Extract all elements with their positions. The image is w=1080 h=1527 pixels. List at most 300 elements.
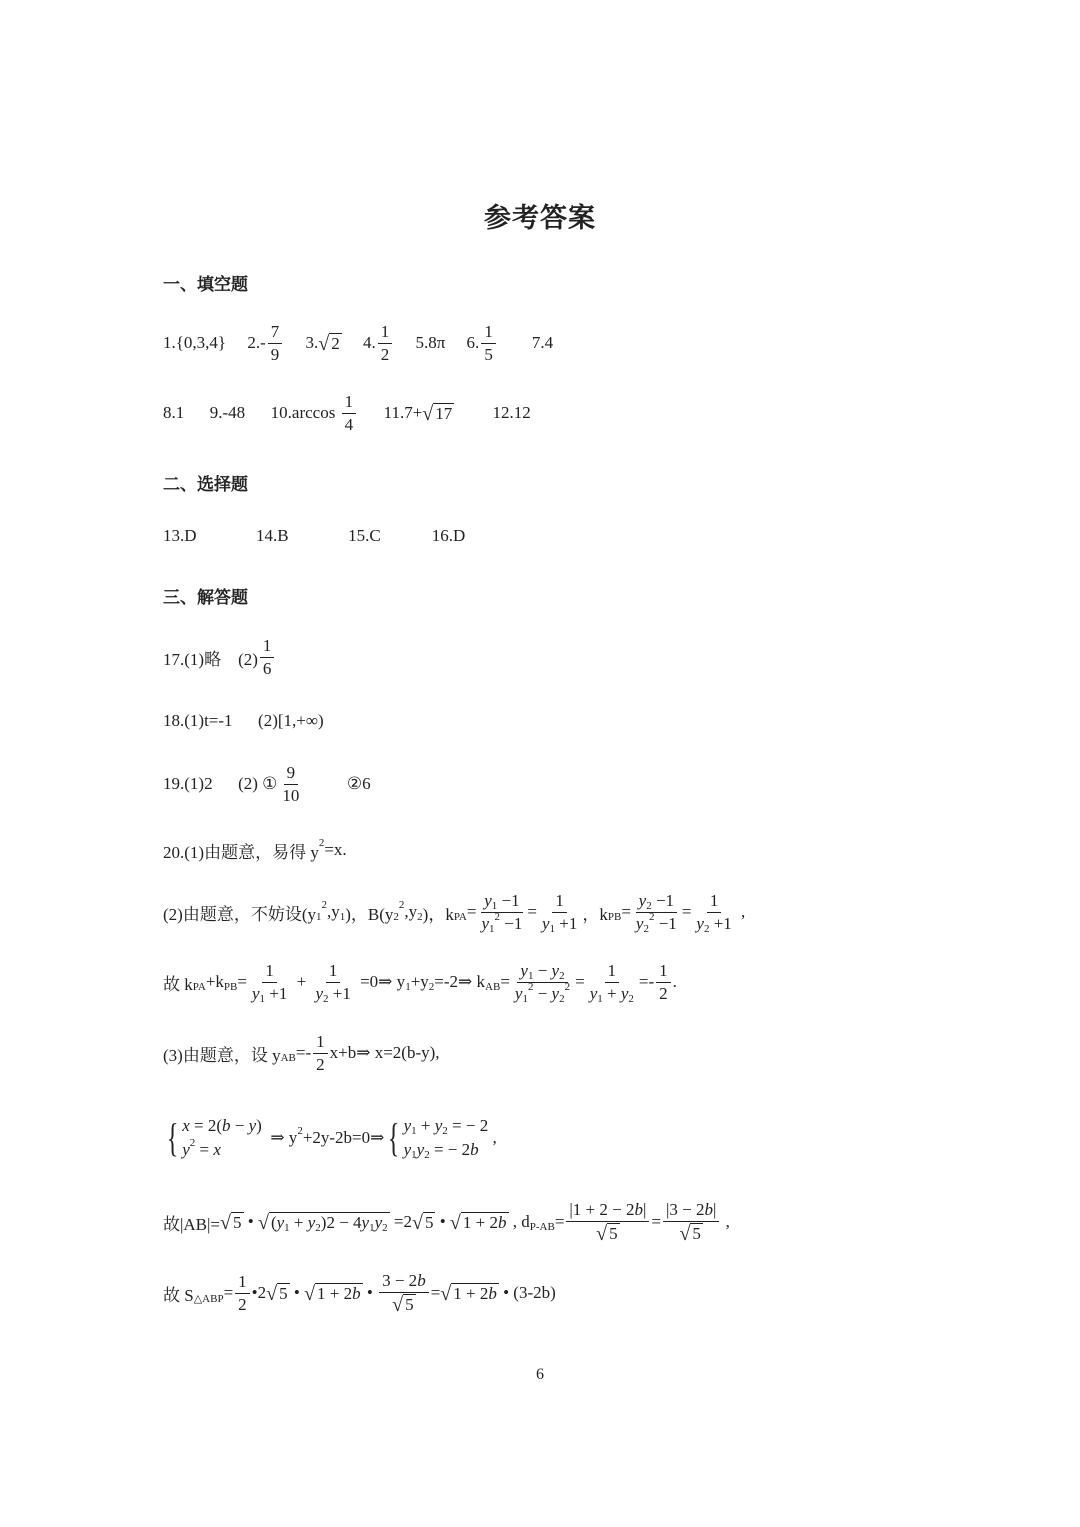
subscript: AB bbox=[280, 1052, 296, 1064]
subscript: 1 bbox=[549, 922, 556, 935]
text-run: 1 bbox=[265, 960, 274, 980]
text-run: , bbox=[721, 1212, 730, 1231]
math-variable: y bbox=[361, 1212, 370, 1232]
math-variable: y bbox=[541, 913, 550, 933]
square-root bbox=[304, 1283, 363, 1304]
numerator bbox=[313, 1032, 328, 1054]
superscript: 2 bbox=[527, 980, 534, 993]
answer-line bbox=[163, 820, 347, 880]
radical-sign: √ bbox=[440, 1282, 452, 1305]
answer-line bbox=[163, 754, 371, 814]
denominator bbox=[481, 344, 496, 365]
text-run: x+b⇒ x=2(b-y), bbox=[329, 1043, 440, 1062]
square-root bbox=[450, 1212, 509, 1233]
fraction bbox=[279, 763, 302, 806]
text-run: ) bbox=[256, 1116, 262, 1135]
radical-sign: √ bbox=[679, 1223, 691, 1245]
numerator bbox=[605, 961, 620, 983]
radicand bbox=[315, 1283, 363, 1304]
text-run: 5 bbox=[405, 1295, 414, 1314]
radical-sign: √ bbox=[449, 1211, 461, 1234]
equation-system bbox=[384, 1116, 488, 1160]
math-variable: y bbox=[520, 960, 528, 980]
text-run: • bbox=[243, 1212, 258, 1231]
subscript: P-AB bbox=[529, 1221, 555, 1233]
fraction bbox=[693, 891, 734, 934]
math-variable: y bbox=[481, 913, 490, 933]
superscript: 2 bbox=[398, 899, 405, 911]
text-run: • bbox=[362, 1283, 378, 1302]
text-run: 1 + 2 bbox=[462, 1212, 498, 1232]
text-run: 1 bbox=[316, 1031, 325, 1051]
text-run: 故|AB|= bbox=[163, 1214, 221, 1234]
text-run: 5.8π 6. bbox=[394, 333, 480, 352]
text-run: = bbox=[237, 972, 247, 991]
denominator bbox=[312, 983, 353, 1004]
text-run: 9 bbox=[270, 344, 280, 364]
subscript: 2 bbox=[315, 1221, 321, 1234]
subscript: PB bbox=[223, 981, 238, 993]
text-run: 3. bbox=[284, 333, 319, 352]
text-run: • bbox=[435, 1212, 450, 1231]
denominator bbox=[279, 785, 302, 806]
subscript: 2 bbox=[428, 981, 435, 993]
math-variable: y bbox=[589, 983, 598, 1003]
text-run: 4. bbox=[341, 333, 376, 352]
fraction bbox=[342, 392, 357, 435]
section-heading-solutions: 三、解答题 bbox=[163, 588, 248, 607]
square-root bbox=[392, 1294, 415, 1315]
fraction bbox=[656, 961, 671, 1004]
denominator bbox=[676, 1222, 705, 1244]
fraction bbox=[379, 1271, 429, 1315]
subscript: 2 bbox=[382, 1221, 388, 1234]
numerator bbox=[379, 1271, 429, 1293]
math-variable: y bbox=[307, 1212, 316, 1232]
radical-sign: √ bbox=[257, 1211, 269, 1234]
denominator bbox=[656, 983, 671, 1004]
math-variable: y bbox=[484, 890, 492, 910]
text-run: 5 bbox=[424, 1212, 434, 1232]
square-root bbox=[596, 1223, 619, 1244]
text-run: =- bbox=[295, 1043, 312, 1062]
subscript: 1 bbox=[489, 922, 495, 935]
square-root bbox=[220, 1212, 243, 1233]
text-run: ,y bbox=[326, 902, 340, 921]
math-variable: y bbox=[403, 1140, 412, 1159]
math-variable: b bbox=[488, 1283, 497, 1303]
text-run: 3 − 2 bbox=[382, 1271, 418, 1290]
text-run: 1.{0,3,4} 2.- bbox=[163, 333, 266, 352]
radicand bbox=[607, 1223, 620, 1244]
text-run: = bbox=[430, 1283, 441, 1302]
radical-sign: √ bbox=[304, 1282, 316, 1305]
text-run: 4 bbox=[344, 414, 354, 434]
denominator bbox=[587, 983, 637, 1004]
text-run: 2 bbox=[331, 333, 340, 353]
math-variable: y bbox=[276, 1212, 285, 1232]
subscript: PB bbox=[607, 911, 622, 923]
math-variable: y bbox=[251, 983, 260, 1003]
fraction bbox=[481, 322, 496, 365]
square-root bbox=[266, 1283, 289, 1304]
text-run: = bbox=[195, 1140, 214, 1159]
text-run: 1 bbox=[555, 890, 564, 910]
text-run: = bbox=[527, 902, 537, 921]
text-run: = bbox=[554, 1212, 565, 1231]
text-run: −1 bbox=[500, 913, 523, 933]
numerator bbox=[342, 392, 357, 414]
subscript: 1 bbox=[369, 1221, 375, 1234]
subscript: 2 bbox=[393, 911, 399, 923]
numerator bbox=[235, 1272, 250, 1294]
text-run: 1 bbox=[328, 960, 338, 980]
text-run: + bbox=[289, 1212, 308, 1232]
denominator bbox=[342, 414, 357, 435]
radical-sign: √ bbox=[596, 1223, 608, 1245]
square-root bbox=[679, 1223, 702, 1244]
fraction bbox=[539, 891, 580, 934]
fraction bbox=[478, 891, 525, 934]
numerator bbox=[481, 322, 496, 344]
denominator bbox=[478, 910, 525, 935]
text-run: 1 bbox=[709, 890, 719, 910]
text-run: 19.(1)2 (2) ① bbox=[163, 774, 278, 793]
subscript: 1 bbox=[284, 1221, 290, 1234]
text-run: + bbox=[602, 983, 621, 1003]
system-row bbox=[182, 1137, 262, 1160]
text-run: +k bbox=[205, 972, 224, 991]
numerator bbox=[378, 322, 393, 344]
math-variable: x bbox=[182, 1116, 190, 1135]
text-run: 18.(1)t=-1 (2)[1,+∞) bbox=[163, 711, 324, 730]
answer-line bbox=[163, 1108, 497, 1168]
system-row bbox=[404, 1140, 489, 1160]
text-run: −1 bbox=[651, 890, 675, 910]
subscript: 1 bbox=[527, 969, 534, 982]
radical-sign: √ bbox=[422, 402, 434, 425]
numerator bbox=[326, 961, 341, 983]
text-run: 1 bbox=[659, 960, 668, 980]
text-run: + bbox=[292, 972, 311, 991]
math-variable: b bbox=[352, 1283, 361, 1303]
numerator bbox=[707, 891, 722, 913]
system-rows bbox=[182, 1116, 262, 1160]
numerator bbox=[268, 322, 283, 344]
system-row bbox=[182, 1116, 262, 1136]
fraction bbox=[235, 1272, 250, 1315]
text-run: (3)由题意，设 y bbox=[163, 1045, 281, 1065]
numerator bbox=[552, 891, 567, 913]
denominator bbox=[593, 1222, 622, 1244]
denominator bbox=[235, 1294, 250, 1315]
math-variable: y bbox=[696, 913, 704, 933]
text-run: +1 bbox=[709, 913, 732, 933]
math-variable: b bbox=[704, 1200, 713, 1219]
fraction bbox=[587, 961, 637, 1004]
answer-line bbox=[163, 691, 324, 751]
section-heading-fill-in: 一、填空题 bbox=[163, 275, 248, 294]
text-run: =- bbox=[638, 972, 655, 991]
text-run: =-2⇒ k bbox=[434, 972, 486, 991]
square-root bbox=[318, 333, 341, 354]
left-brace: { bbox=[388, 1115, 400, 1160]
subscript: 1 bbox=[259, 992, 266, 1005]
radical-sign: √ bbox=[266, 1282, 278, 1305]
subscript: AB bbox=[485, 981, 501, 993]
subscript: 2 bbox=[323, 992, 329, 1005]
text-run: =2 bbox=[389, 1212, 412, 1231]
math-variable: y bbox=[416, 1140, 425, 1159]
system-row bbox=[404, 1116, 489, 1136]
text-run: |3 − 2 bbox=[665, 1200, 705, 1219]
superscript: 2 bbox=[494, 910, 501, 923]
text-run: • (3-2b) bbox=[498, 1283, 556, 1302]
radicand bbox=[433, 403, 454, 424]
denominator bbox=[268, 344, 283, 365]
denominator bbox=[249, 983, 290, 1004]
subscript: 2 bbox=[424, 1149, 430, 1161]
subscript: 2 bbox=[559, 992, 565, 1005]
text-run: )2 − 4 bbox=[320, 1212, 362, 1232]
answer-line bbox=[163, 627, 276, 687]
text-run: 17 bbox=[435, 403, 453, 423]
text-run: 5 bbox=[692, 1224, 701, 1243]
text-run: =x. bbox=[324, 840, 347, 859]
text-run: +y bbox=[410, 972, 429, 991]
text-run: ⇒ y bbox=[261, 1128, 298, 1147]
radicand bbox=[451, 1283, 499, 1304]
numerator bbox=[656, 961, 671, 983]
answer-line bbox=[163, 952, 677, 1012]
text-run: 1 bbox=[238, 1271, 247, 1291]
fraction bbox=[260, 636, 275, 679]
numerator bbox=[284, 763, 299, 785]
text-run: | bbox=[642, 1200, 647, 1219]
text-run: 9 bbox=[286, 762, 296, 782]
fraction bbox=[663, 1200, 719, 1244]
subscript: 1 bbox=[339, 911, 346, 923]
text-run: = − 2 bbox=[429, 1140, 471, 1159]
square-root bbox=[412, 1212, 435, 1233]
math-variable: y bbox=[315, 983, 323, 1003]
superscript: 2 bbox=[648, 910, 655, 923]
math-variable: y bbox=[620, 983, 629, 1003]
numerator bbox=[566, 1200, 649, 1222]
subscript: 1 bbox=[411, 1125, 417, 1137]
answer-line bbox=[163, 313, 553, 373]
text-run: 5 bbox=[233, 1212, 242, 1232]
text-run: = bbox=[681, 902, 692, 921]
math-variable: b bbox=[470, 1140, 479, 1159]
numerator bbox=[260, 636, 275, 658]
radicand bbox=[690, 1223, 703, 1244]
text-run: |1 + 2 − 2 bbox=[569, 1200, 635, 1219]
fraction bbox=[512, 961, 573, 1004]
text-run: )，k bbox=[422, 904, 454, 924]
text-run: 2 bbox=[238, 1294, 247, 1314]
fraction bbox=[378, 322, 393, 365]
text-run: 10 bbox=[282, 785, 300, 805]
numerator bbox=[517, 961, 567, 983]
math-variable: y bbox=[514, 983, 523, 1003]
text-run: , d bbox=[508, 1212, 530, 1231]
text-run: = bbox=[223, 1283, 234, 1302]
text-run: 1 bbox=[380, 321, 390, 341]
denominator bbox=[313, 1054, 328, 1075]
text-run: = bbox=[500, 972, 510, 991]
radical-sign: √ bbox=[318, 332, 330, 355]
math-variable: y bbox=[182, 1140, 190, 1159]
page-number: 6 bbox=[536, 1366, 544, 1383]
math-variable: y bbox=[638, 890, 647, 910]
text-run: 11.7+ bbox=[358, 403, 423, 422]
radicand bbox=[423, 1212, 436, 1233]
math-variable: b bbox=[498, 1212, 507, 1232]
subscript: 2 bbox=[559, 969, 565, 982]
fraction bbox=[312, 961, 353, 1004]
square-root bbox=[440, 1283, 499, 1304]
subscript: 1 bbox=[522, 992, 528, 1005]
text-run: 5 bbox=[279, 1283, 288, 1303]
math-variable: b bbox=[634, 1200, 643, 1219]
superscript: 2 bbox=[189, 1137, 196, 1149]
text-run: 17.(1)略 (2) bbox=[163, 649, 258, 669]
math-variable: y bbox=[248, 1116, 257, 1135]
radicand bbox=[329, 333, 342, 354]
subscript: 1 bbox=[315, 911, 322, 923]
radical-sign: √ bbox=[392, 1294, 404, 1316]
subscript: 1 bbox=[411, 1149, 417, 1161]
text-run: 1 bbox=[484, 321, 493, 341]
text-run: 6 bbox=[262, 658, 272, 678]
answer-line bbox=[163, 506, 465, 566]
fraction bbox=[566, 1200, 649, 1244]
radicand bbox=[269, 1212, 390, 1233]
text-run: •2 bbox=[251, 1283, 267, 1302]
text-run: • bbox=[289, 1283, 305, 1302]
math-variable: y bbox=[374, 1212, 383, 1232]
subscript: 1 bbox=[597, 992, 603, 1005]
denominator bbox=[260, 658, 275, 679]
text-run: ,y bbox=[404, 902, 418, 921]
text-run: 8.1 9.-48 10.arccos bbox=[163, 403, 340, 422]
answer-line bbox=[163, 1192, 730, 1252]
math-variable: x bbox=[213, 1140, 221, 1159]
text-run: 1 + 2 bbox=[453, 1283, 489, 1303]
subscript: 2 bbox=[646, 899, 652, 912]
answer-line bbox=[163, 882, 745, 942]
text-run: + bbox=[416, 1116, 435, 1135]
section-heading-multiple-choice: 二、选择题 bbox=[163, 475, 248, 494]
text-run: =0⇒ y bbox=[355, 972, 406, 991]
math-variable: y bbox=[551, 983, 560, 1003]
answer-line bbox=[163, 383, 531, 443]
text-run: = bbox=[621, 902, 631, 921]
text-run: 13.D 14.B 15.C 16.D bbox=[163, 526, 466, 545]
math-variable: y bbox=[635, 913, 644, 933]
subscript: 1 bbox=[491, 899, 498, 912]
text-run: 12.12 bbox=[454, 403, 531, 422]
page-title: 参考答案 bbox=[484, 203, 596, 233]
denominator bbox=[512, 980, 573, 1005]
math-variable: y bbox=[434, 1116, 443, 1135]
equation-system bbox=[163, 1116, 262, 1160]
superscript: 2 bbox=[297, 1125, 303, 1137]
text-run: − bbox=[533, 960, 552, 980]
answer-line bbox=[163, 1263, 556, 1323]
text-run: 1 bbox=[607, 960, 617, 980]
denominator bbox=[539, 913, 580, 934]
text-run: −1 bbox=[497, 890, 520, 910]
subscript: 2 bbox=[628, 992, 634, 1005]
text-run: 1 bbox=[262, 635, 272, 655]
system-rows bbox=[404, 1116, 489, 1160]
text-run: = − 2 bbox=[447, 1116, 489, 1135]
numerator bbox=[663, 1200, 719, 1222]
radicand bbox=[231, 1212, 244, 1233]
text-run: ，k bbox=[582, 904, 608, 924]
radicand bbox=[277, 1283, 290, 1304]
text-run: 2 bbox=[659, 983, 668, 1003]
text-run: +1 bbox=[265, 983, 288, 1003]
math-variable: b bbox=[222, 1116, 231, 1135]
fraction bbox=[268, 322, 283, 365]
subscript: △ABP bbox=[193, 1292, 224, 1305]
left-brace: { bbox=[166, 1115, 179, 1160]
text-run: = 2( bbox=[189, 1116, 222, 1135]
superscript: 2 bbox=[564, 980, 571, 993]
subscript: 2 bbox=[703, 922, 710, 935]
radicand bbox=[403, 1294, 416, 1315]
subscript: 2 bbox=[643, 922, 649, 935]
math-variable: y bbox=[551, 960, 560, 980]
radical-sign: √ bbox=[411, 1211, 423, 1234]
math-variable: b bbox=[417, 1271, 426, 1290]
text-run: 2 bbox=[380, 344, 390, 364]
text-run: | bbox=[712, 1200, 717, 1219]
radicand bbox=[461, 1212, 509, 1233]
text-run: 故 k bbox=[163, 974, 193, 994]
text-run: = bbox=[651, 1212, 661, 1231]
denominator bbox=[378, 344, 393, 365]
math-variable: y bbox=[403, 1116, 412, 1135]
text-run: , bbox=[736, 902, 746, 921]
text-run: . bbox=[672, 972, 677, 991]
text-run: +1 bbox=[555, 913, 578, 933]
text-run: 7 bbox=[270, 321, 280, 341]
numerator bbox=[636, 891, 677, 913]
text-run: 5 bbox=[484, 344, 493, 364]
square-root bbox=[422, 403, 454, 424]
numerator bbox=[262, 961, 277, 983]
fraction bbox=[633, 891, 680, 934]
superscript: 2 bbox=[321, 899, 327, 911]
text-run: −1 bbox=[654, 913, 677, 933]
subscript: 2 bbox=[442, 1125, 448, 1137]
text-run: ( bbox=[270, 1212, 277, 1232]
text-run: 5 bbox=[609, 1224, 618, 1243]
text-run: − bbox=[533, 983, 552, 1003]
text-run: = bbox=[575, 972, 585, 991]
subscript: 2 bbox=[417, 911, 423, 923]
subscript: PA bbox=[192, 981, 206, 993]
denominator bbox=[693, 913, 734, 934]
text-run: (2)由题意，不妨设(y bbox=[163, 904, 316, 924]
text-run: − bbox=[230, 1116, 249, 1135]
text-run: 1 bbox=[344, 391, 354, 411]
square-root bbox=[258, 1212, 390, 1233]
